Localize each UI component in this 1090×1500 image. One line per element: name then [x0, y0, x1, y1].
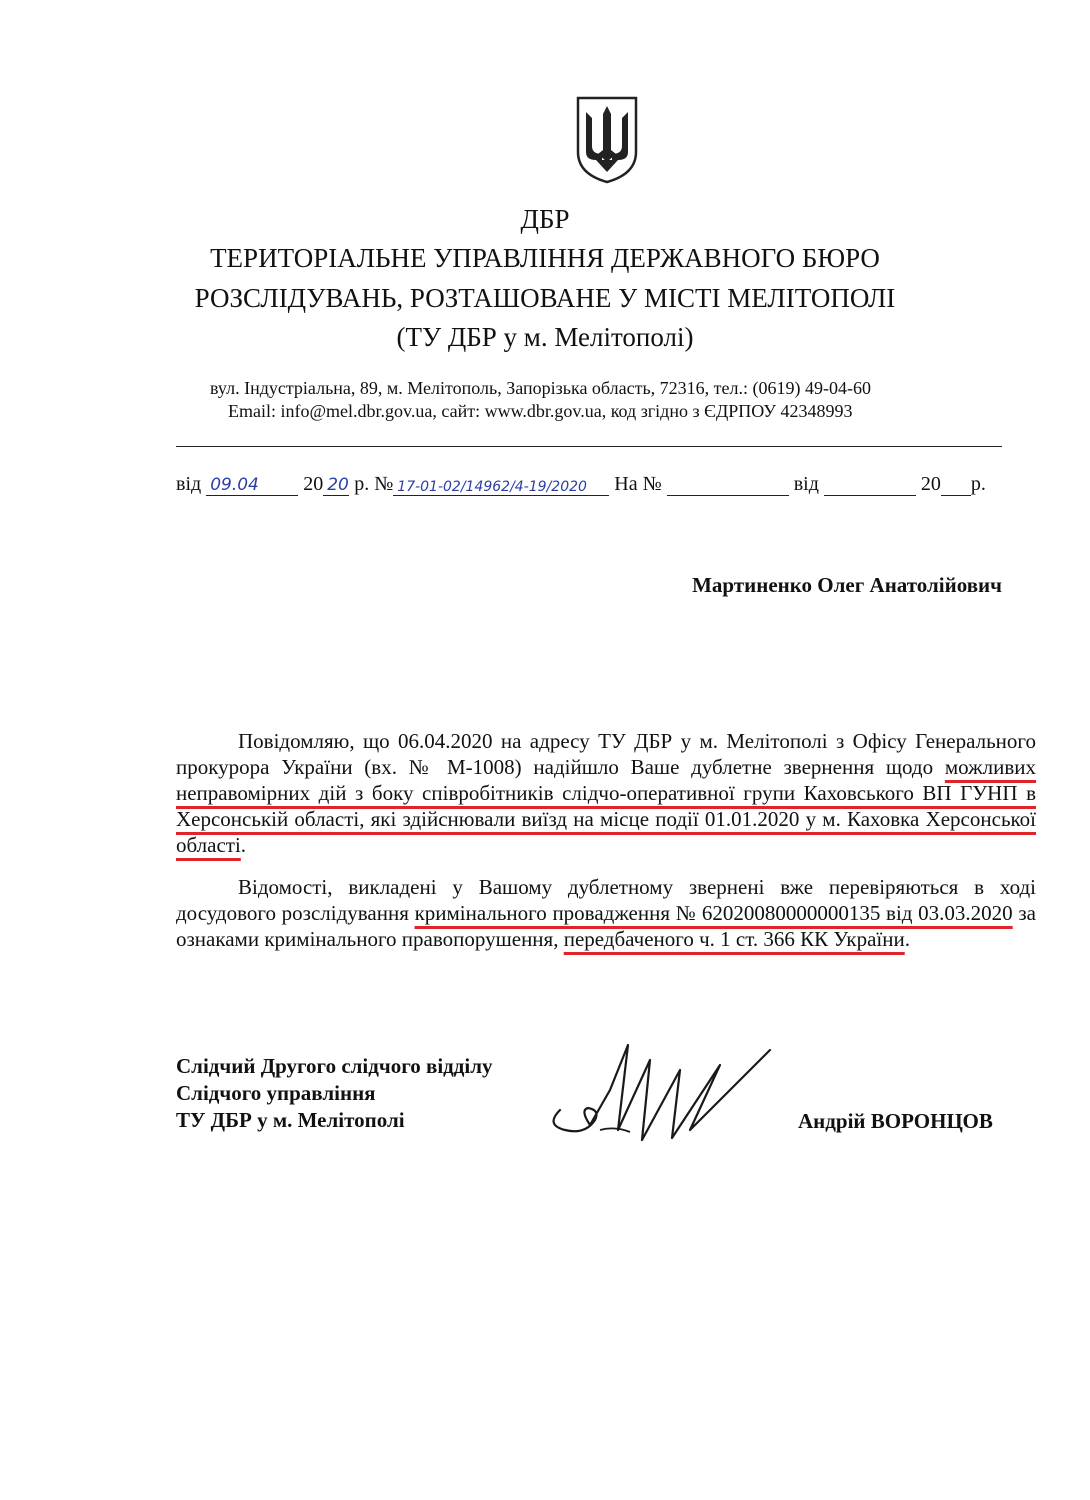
org-name-line-2: РОЗСЛІДУВАНЬ, РОЗТАШОВАНЕ У МІСТІ МЕЛІТОПОЛІ — [194, 283, 896, 313]
p1-underlined-text: можливих неправомірних дій з боку співробітників слідчо-оперативної групи Каховського ВП ГУНП в Херсонській області, які здійснювали виїзд на місце події 01.01.2020 у м. Каховка Херсонської області — [176, 755, 1036, 857]
reply-year-suffix: р. — [970, 473, 986, 495]
body-paragraph-2 — [176, 874, 1036, 952]
year-handwritten: 20 — [327, 475, 349, 495]
reply-year-field — [941, 473, 971, 496]
reply-number-field — [667, 473, 789, 496]
from-label: від — [176, 473, 202, 495]
p1-end: . — [240, 833, 247, 857]
number-handwritten: 17-01-02/14962/4-19/2020 — [397, 479, 587, 495]
reply-label: На № — [614, 473, 662, 495]
date-handwritten: 09.04 — [210, 475, 259, 495]
trident-emblem-icon — [574, 94, 640, 184]
org-name-line-1: ТЕРИТОРІАЛЬНЕ УПРАВЛІННЯ ДЕРЖАВНОГО БЮРО — [210, 243, 880, 273]
number-field — [393, 473, 609, 496]
body-paragraph-1 — [176, 728, 1036, 858]
position-line-2: Слідчого управління — [176, 1081, 376, 1105]
position-line-1: Слідчий Другого слідчого відділу — [176, 1054, 493, 1078]
p2-underlined-case: кримінального провадження № 62020080000000135 від 03.03.2020 — [414, 901, 1013, 925]
addressee-name: Мартиненко Олег Анатолійович — [692, 573, 1002, 597]
position-line-3: ТУ ДБР у м. Мелітополі — [176, 1108, 405, 1132]
signatory-position — [176, 1053, 493, 1134]
reply-date-field — [824, 473, 916, 496]
org-name-line-3: (ТУ ДБР у м. Мелітополі) — [396, 322, 694, 352]
registration-line — [176, 473, 1026, 496]
p1-text: Повідомляю, що 06.04.2020 на адресу ТУ ДБР у м. Мелітополі з Офісу Генерального прокурора України (вх. № М-1008) надійшло Ваше дублетне звернення щодо — [176, 729, 1036, 779]
number-label: № — [374, 473, 394, 495]
year-suffix: р. — [354, 473, 370, 495]
org-address: вул. Індустріальна, 89, м. Мелітополь, Запорізька область, 72316, тел.: (0619) 49-04-60 — [210, 378, 871, 398]
p2-text-a: Відомості, викладені у Вашому дублетному звернені вже перевіряються в ході досудового розслідування — [176, 875, 1036, 925]
reply-from-label: від — [793, 473, 819, 495]
org-abbreviation: ДБР — [520, 204, 570, 234]
header-divider — [176, 446, 1002, 447]
p2-text-b: за ознаками кримінального правопорушення, — [176, 901, 1036, 951]
year-prefix: 20 — [303, 473, 324, 495]
p2-end: . — [904, 927, 910, 951]
date-field — [206, 473, 298, 496]
year-field — [323, 473, 349, 496]
signatory-name: Андрій ВОРОНЦОВ — [798, 1109, 993, 1133]
handwritten-signature-icon — [540, 1030, 790, 1160]
org-contacts: Email: info@mel.dbr.gov.ua, сайт: www.dbr.gov.ua, код згідно з ЄДРПОУ 42348993 — [228, 401, 853, 421]
p2-underlined-article: передбаченого ч. 1 ст. 366 КК України — [563, 927, 905, 951]
reply-year-prefix: 20 — [920, 473, 941, 495]
